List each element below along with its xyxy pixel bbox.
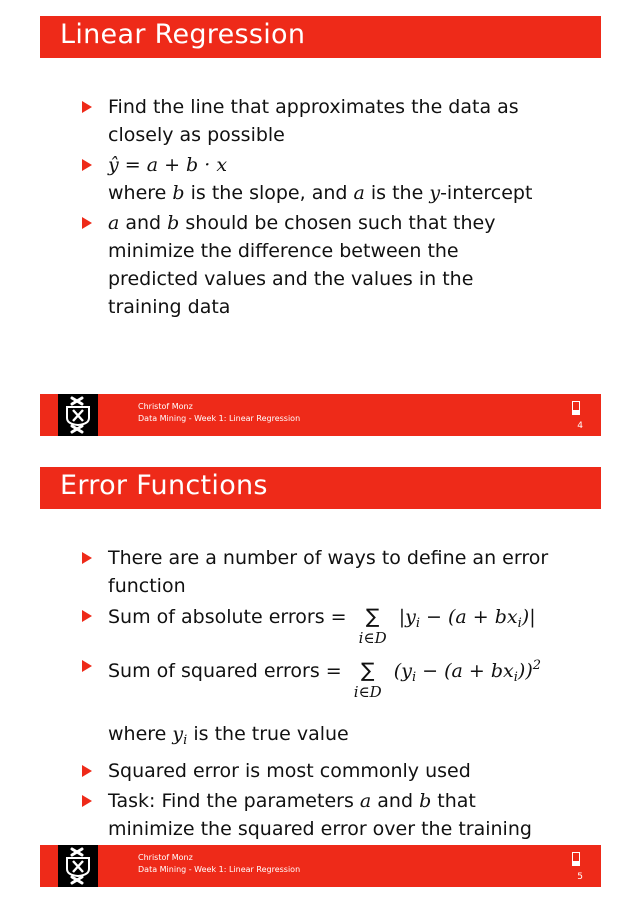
uva-logo	[58, 845, 98, 887]
footer-course: Data Mining - Week 1: Linear Regression	[138, 414, 301, 423]
title-bar	[40, 467, 601, 509]
footer-text	[138, 401, 300, 425]
sum-symbol: ∑ i∈D	[353, 658, 382, 701]
page-indicator-icon	[572, 401, 580, 415]
triangle-right-icon	[82, 101, 92, 113]
triangle-right-icon	[82, 610, 92, 622]
bullet-item: Task: Find the parameters a and b that minimize the squared error over the training	[80, 787, 550, 871]
slide-linear-regression	[40, 16, 601, 436]
slide-footer	[40, 394, 601, 436]
triangle-right-icon	[82, 795, 92, 807]
footer-author: Christof Monz	[138, 402, 193, 411]
sum-symbol: ∑ i∈D	[358, 604, 387, 647]
bullet-list	[80, 93, 550, 323]
footer-author: Christof Monz	[138, 853, 193, 862]
slide-title: Linear Regression	[60, 19, 306, 50]
bullet-item: Sum of absolute errors = ∑ i∈D $|y_i - (a + bx_i)|$	[80, 602, 550, 638]
slide-footer	[40, 845, 601, 887]
triangle-right-icon	[82, 765, 92, 777]
slide-error-functions	[40, 467, 601, 887]
triangle-right-icon	[82, 552, 92, 564]
bullet-item: Find the line that approximates the data as closely as possible	[80, 93, 550, 149]
slide-title: Error Functions	[60, 470, 268, 501]
bullet-item: There are a number of ways to define an error function	[80, 544, 550, 600]
title-bar	[40, 16, 601, 58]
page-indicator-icon	[572, 852, 580, 866]
triangle-right-icon	[82, 159, 92, 171]
uva-logo	[58, 394, 98, 436]
page-number: 4	[577, 421, 583, 431]
bullet-item: ŷ = a + b · x where b is the slope, and a is the y-intercept	[80, 151, 550, 207]
regression-formula: ŷ = a + b · x	[108, 154, 228, 176]
bullet-list	[80, 544, 550, 873]
bullet-item: Squared error is most commonly used	[80, 757, 550, 785]
triangle-right-icon	[82, 660, 92, 672]
footer-text	[138, 852, 300, 876]
bullet-item: Sum of squared errors = ∑ i∈D $(y_i - (a + bx_i))^2$ where $y_i$ is the true value	[80, 652, 550, 755]
triangle-right-icon	[82, 217, 92, 229]
bullet-item: a and b should be chosen such that they minimize the difference between the predicted values and the values in the training data	[80, 209, 550, 321]
page-number: 5	[577, 872, 583, 882]
footer-course: Data Mining - Week 1: Linear Regression	[138, 865, 301, 874]
